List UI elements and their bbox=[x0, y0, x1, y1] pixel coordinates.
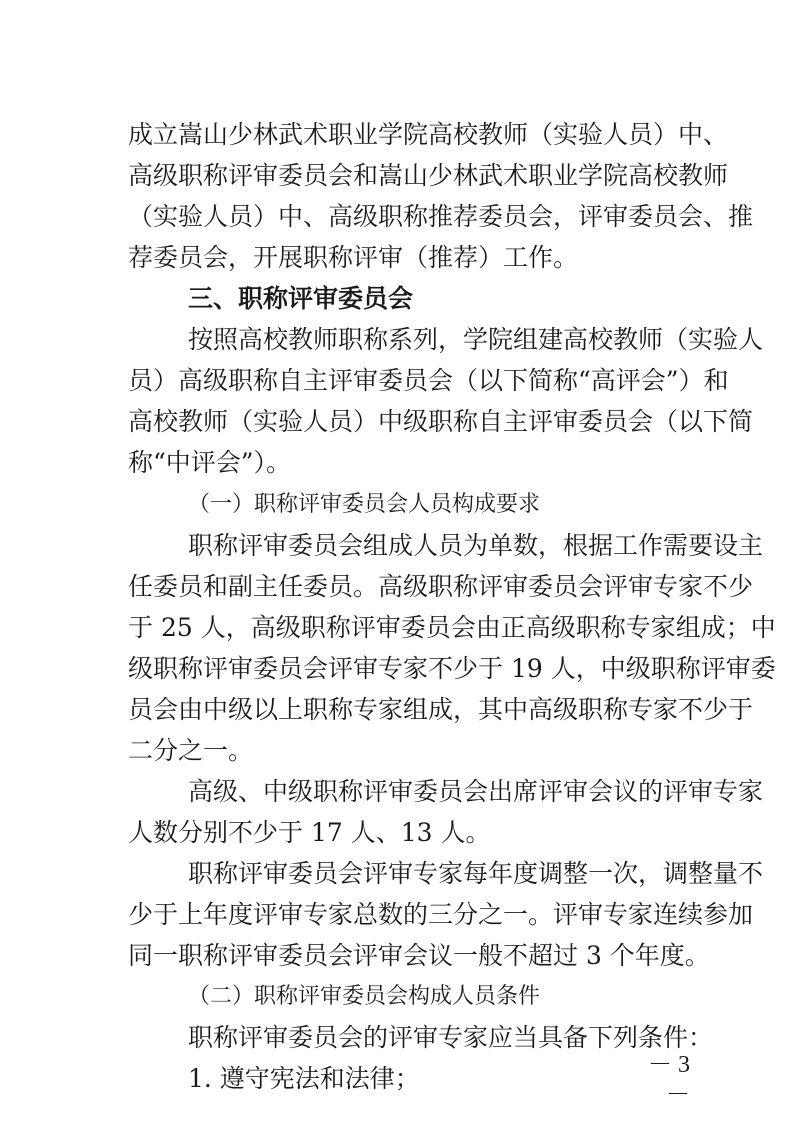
paragraph-3-line-4: 级职称评审委员会评审专家不少于 19 人，中级职称评审委 bbox=[128, 654, 776, 683]
subheading-1: （一）职称评审委员会人员构成要求 bbox=[188, 492, 541, 517]
paragraph-3-line-5: 员会由中级以上职称专家组成，其中高级职称专家不少于 bbox=[128, 695, 754, 724]
paragraph-5-line-3: 同一职称评审委员会评审会议一般不超过 3 个年度。 bbox=[128, 941, 710, 970]
subheading-2: （二）职称评审委员会构成人员条件 bbox=[188, 984, 541, 1009]
paragraph-1-line-4: 荐委员会，开展职称评审（推荐）工作。 bbox=[128, 243, 579, 272]
list-item-1: 1. 遵守宪法和法律； bbox=[188, 1064, 420, 1093]
paragraph-4-line-1: 高级、中级职称评审委员会出席评审会议的评审专家 bbox=[188, 777, 764, 806]
paragraph-3-line-6: 二分之一。 bbox=[128, 736, 254, 765]
paragraph-2-line-1: 按照高校教师职称系列，学院组建高校教师（实验人 bbox=[188, 325, 764, 354]
paragraph-3-line-3: 于 25 人，高级职称评审委员会由正高级职称专家组成；中 bbox=[128, 613, 776, 642]
paragraph-3-line-2: 任委员和副主任委员。高级职称评审委员会评审专家不少 bbox=[128, 572, 754, 601]
paragraph-5-line-2: 少于上年度评审专家总数的三分之一。评审专家连续参加 bbox=[128, 900, 754, 929]
paragraph-6-line-1: 职称评审委员会的评审专家应当具备下列条件： bbox=[188, 1023, 714, 1052]
paragraph-1-line-2: 高级职称评审委员会和嵩山少林武术职业学院高校教师 bbox=[128, 161, 729, 190]
paragraph-3-line-1: 职称评审委员会组成人员为单数，根据工作需要设主 bbox=[188, 531, 764, 560]
paragraph-4-line-2: 人数分别不少于 17 人、13 人。 bbox=[128, 818, 491, 847]
paragraph-1-line-3: （实验人员）中、高级职称推荐委员会，评审委员会、推 bbox=[128, 202, 754, 231]
paragraph-5-line-1: 职称评审委员会评审专家每年度调整一次，调整量不 bbox=[188, 859, 764, 888]
paragraph-2-line-2: 员）高级职称自主评审委员会（以下简称“高评会”）和 bbox=[128, 366, 729, 395]
section-3-heading: 三、职称评审委员会 bbox=[188, 284, 414, 313]
page-number: － 3 － bbox=[648, 1052, 690, 1108]
paragraph-1-line-1: 成立嵩山少林武术职业学院高校教师（实验人员）中、 bbox=[128, 120, 729, 149]
paragraph-2-line-3: 高校教师（实验人员）中级职称自主评审委员会（以下简 bbox=[128, 407, 754, 436]
paragraph-2-line-4: 称“中评会”）。 bbox=[128, 448, 292, 477]
